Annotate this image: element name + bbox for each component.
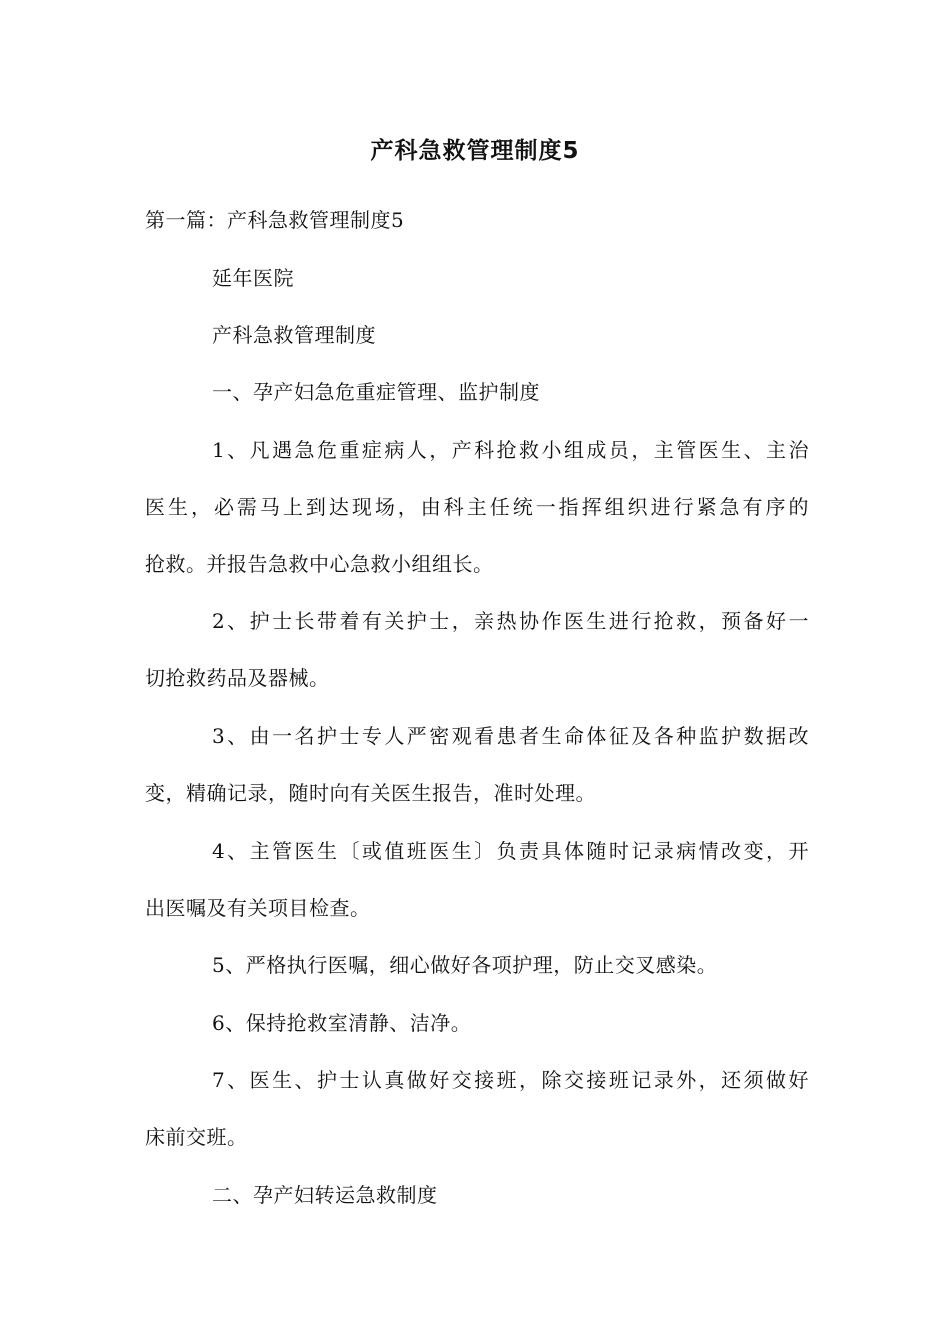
paragraph-line: 医生，必需马上到达现场，由科主任统一指挥组织进行紧急有序的 [145,495,809,519]
hospital-name: 延年医院 [212,266,294,290]
section-two-heading: 二、孕产妇转运急救制度 [212,1183,438,1207]
paragraph-line: 抢救。并报告急救中心急救小组组长。 [145,552,494,576]
paragraph-line: 床前交班。 [145,1125,248,1149]
paragraph-line: 变，精确记录，随时向有关医生报告，准时处理。 [145,781,596,805]
paragraph-line: 7、医生、护士认真做好交接班，除交接班记录外，还须做好 [212,1068,809,1092]
subtitle: 产科急救管理制度 [212,323,376,347]
section-heading: 第一篇：产科急救管理制度5 [145,208,405,232]
paragraph-line: 3、由一名护士专人严密观看患者生命体征及各种监护数据改 [212,724,809,748]
paragraph-line: 4、主管医生〔或值班医生〕负责具体随时记录病情改变，开 [212,839,809,863]
section-one-heading: 一、孕产妇急危重症管理、监护制度 [212,380,540,404]
paragraph-line: 5、严格执行医嘱，细心做好各项护理，防止交叉感染。 [212,953,718,977]
document-title: 产科急救管理制度5 [370,138,580,164]
paragraph-line: 切抢救药品及器械。 [145,666,330,690]
paragraph-line: 1、凡遇急危重症病人，产科抢救小组成员，主管医生、主治 [212,438,809,462]
paragraph-line: 6、保持抢救室清静、洁净。 [212,1011,472,1035]
paragraph-line: 出医嘱及有关项目检查。 [145,896,371,920]
paragraph-line: 2、护士长带着有关护士，亲热协作医生进行抢救，预备好一 [212,609,809,633]
